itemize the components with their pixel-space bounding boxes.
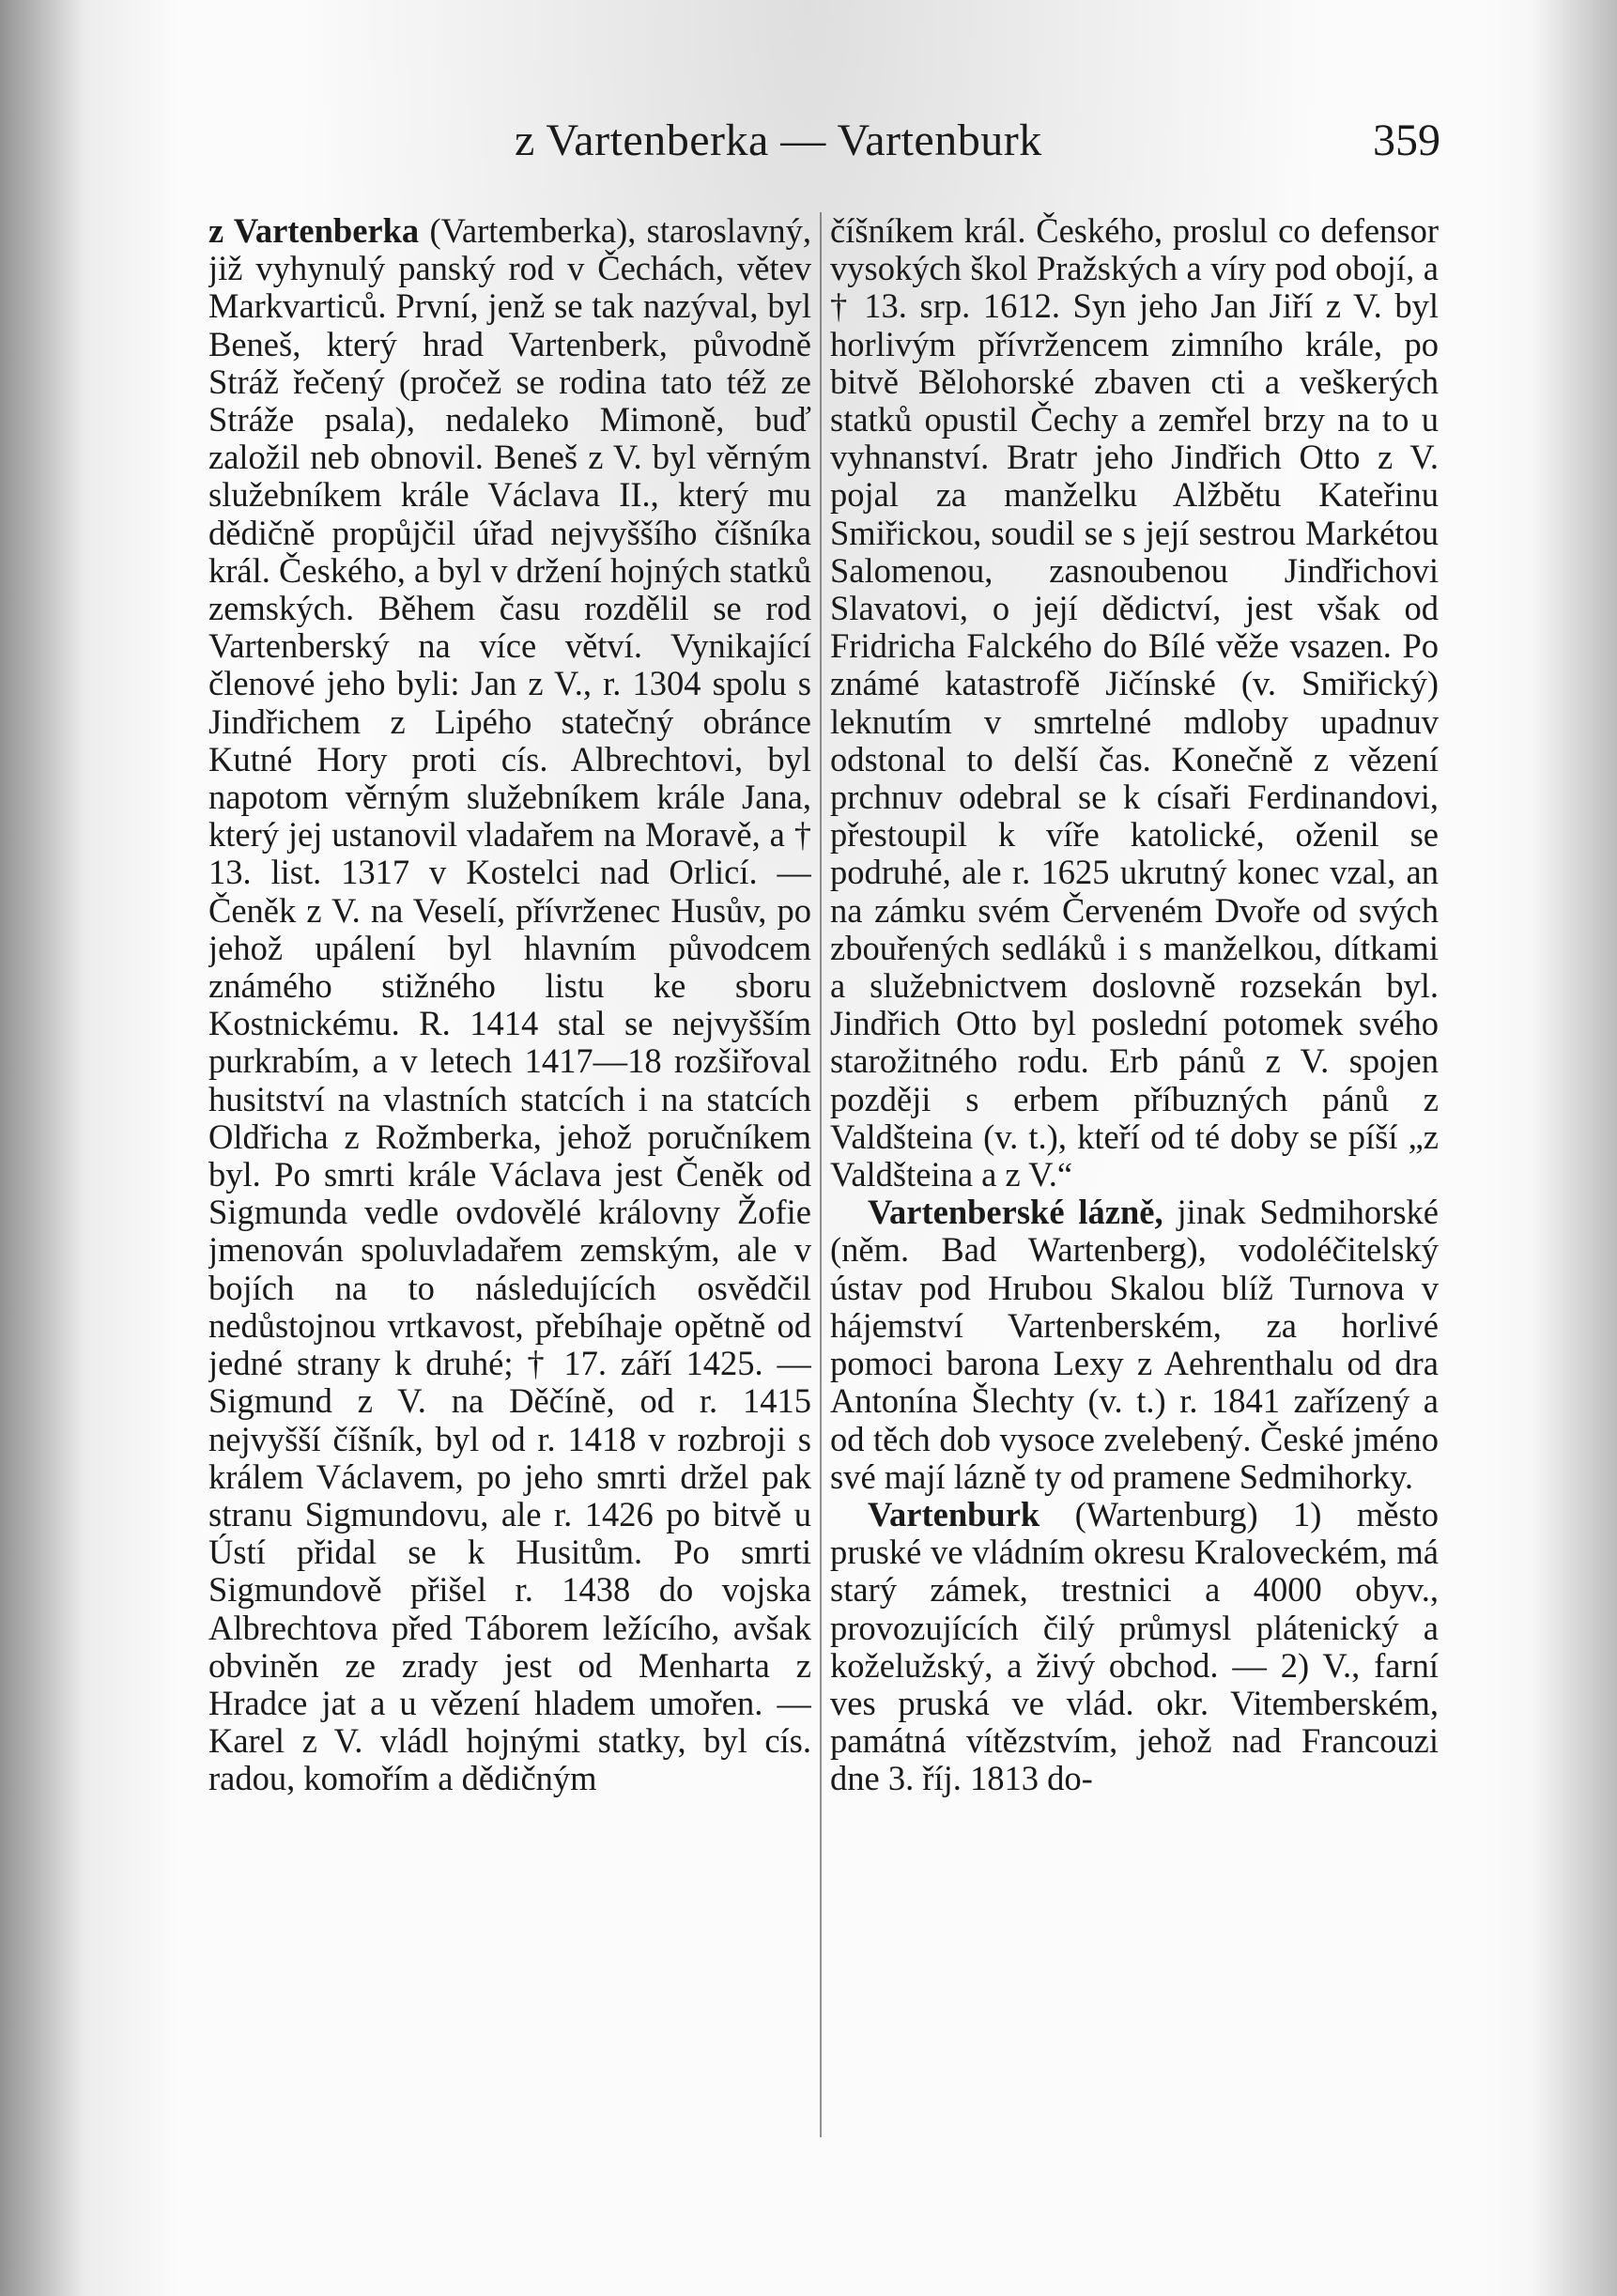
right-column (830, 212, 1439, 2142)
entry-body: (Vartemberka), staroslavný, již vyhynulý panský rod v Čechách, větev Markvarticů. První, jenž se tak nazýval, byl Beneš, který hrad Vartenberk, původně Stráž řečený (pročež se rodina tato též ze Stráže psala), nedaleko Mimoně, buď založil neb obnovil. Beneš z V. byl věrným služebníkem krále Václava II., který mu dědičně propůjčil úřad nejvyššího číšníka král. Českého, a byl v držení hojných statků zemských. Během času rozdělil se rod Vartenberský na více větví. Vynikající členové jeho byli: Jan z V., r. 1304 spolu s Jindřichem z Lipého statečný obránce Kutné Hory proti cís. Albrechtovi, byl napotom věrným služebníkem krále Jana, který jej ustanovil vladařem na Moravě, a † 13. list. 1317 v Kostelci nad Orlicí. — Čeněk z V. na Veselí, přívrženec Husův, po jehož upálení byl hlavním původcem známého stižného listu ke sboru Kostnickému. R. 1414 stal se nejvyšším purkrabím, a v letech 1417—18 rozšiřoval husitství na vlastních statcích i na statcích Oldřicha z Rožmberka, jehož poručníkem byl. Po smrti krále Václava jest Čeněk od Sigmunda vedle ovdovělé královny Žofie jmenován spoluvladařem zemským, ale v bojích na to následujících osvědčil nedůstojnou vrtkavost, přebíhaje opětně od jedné strany k druhé; † 17. září 1425. — Sigmund z V. na Děčíně, od r. 1415 nejvyšší číšník, byl od r. 1418 v rozbroji s králem Václavem, po jeho smrti držel pak stranu Sigmundovu, ale r. 1426 po bitvě u Ústí přidal se k Husitům. Po smrti Sigmundově přišel r. 1438 do vojska Albrechtova před Táborem ležícího, avšak obviněn ze zrady jest od Menharta z Hradce jat a u vězení hladem umořen. — Karel z V. vládl hojnými statky, byl cís. radou, komořím a dědičným (208, 212, 811, 1798)
entry-headword: Vartenberské lázně, (868, 1193, 1163, 1232)
entry-vartenburk (830, 1496, 1439, 1798)
entry-z-vartenberka (208, 212, 811, 1798)
entry-headword: z Vartenberka (208, 212, 420, 250)
column-divider (820, 212, 822, 2137)
entry-body: (Wartenburg) 1) město pruské ve vládním okresu Kraloveckém, má starý zámek, trestnici a 4000 obyv., provozujících čilý průmysl plátenický a koželužský, a živý obchod. — 2) V., farní ves pruská ve vlád. okr. Vitemberském, památná vítězstvím, jehož nad Francouzi dne 3. říj. 1813 do- (830, 1494, 1439, 1798)
entry-vartenberske-lazne (830, 1194, 1439, 1496)
entry-body: jinak Sedmihorské (něm. Bad Wartenberg), vodoléčitelský ústav pod Hrubou Skalou blíž Turnova v hájemství Vartenberském, za horlivé pomoci barona Lexy z Aehrenthalu od dra Antonína Šlechty (v. t.) r. 1841 zařízený a od těch dob vysoce zvelebený. České jméno své mají lázně ty od pramene Sedmihorky. (830, 1193, 1439, 1496)
entry-body: číšníkem král. Českého, proslul co defensor vysokých škol Pražských a víry pod obojí, a † 13. srp. 1612. Syn jeho Jan Jiří z V. byl horlivým přívržencem zimního krále, po bitvě Bělohorské zbaven cti a veškerých statků opustil Čechy a zemřel brzy na to u vyhnanství. Bratr jeho Jindřich Otto z V. pojal za manželku Alžbětu Kateřinu Smiřickou, soudil se s její sestrou Markétou Salomenou, zasnoubenou Jindřichovi Slavatovi, o její dědictví, jest však od Fridricha Falckého do Bílé věže vsazen. Po známé katastrofě Jičínské (v. Smiřický) leknutím v smrtelné mdloby upadnuv odstonal to delší čas. Konečně z vězení prchnuv odebral se k císaři Ferdinandovi, přestoupil k víře katolické, oženil se podruhé, ale r. 1625 ukrutný konec vzal, an na zámku svém Červeném Dvoře od svých zbouřených sedláků i s manželkou, dítkami a služebnictvem doslovně rozsekán byl. Jindřich Otto byl poslední potomek svého starožitného rodu. Erb pánů z V. spojen později s erbem příbuzných pánů z Valdšteina (v. t.), kteří od té doby se píší „z Valdšteina a z V.“ (830, 212, 1439, 1194)
running-title: z Vartenberka — Vartenburk (515, 116, 1042, 165)
left-column (208, 212, 811, 2142)
running-head (0, 115, 1617, 171)
entry-continuation (830, 212, 1439, 1194)
page-number: 359 (1373, 116, 1440, 165)
entry-headword: Vartenburk (868, 1494, 1040, 1533)
